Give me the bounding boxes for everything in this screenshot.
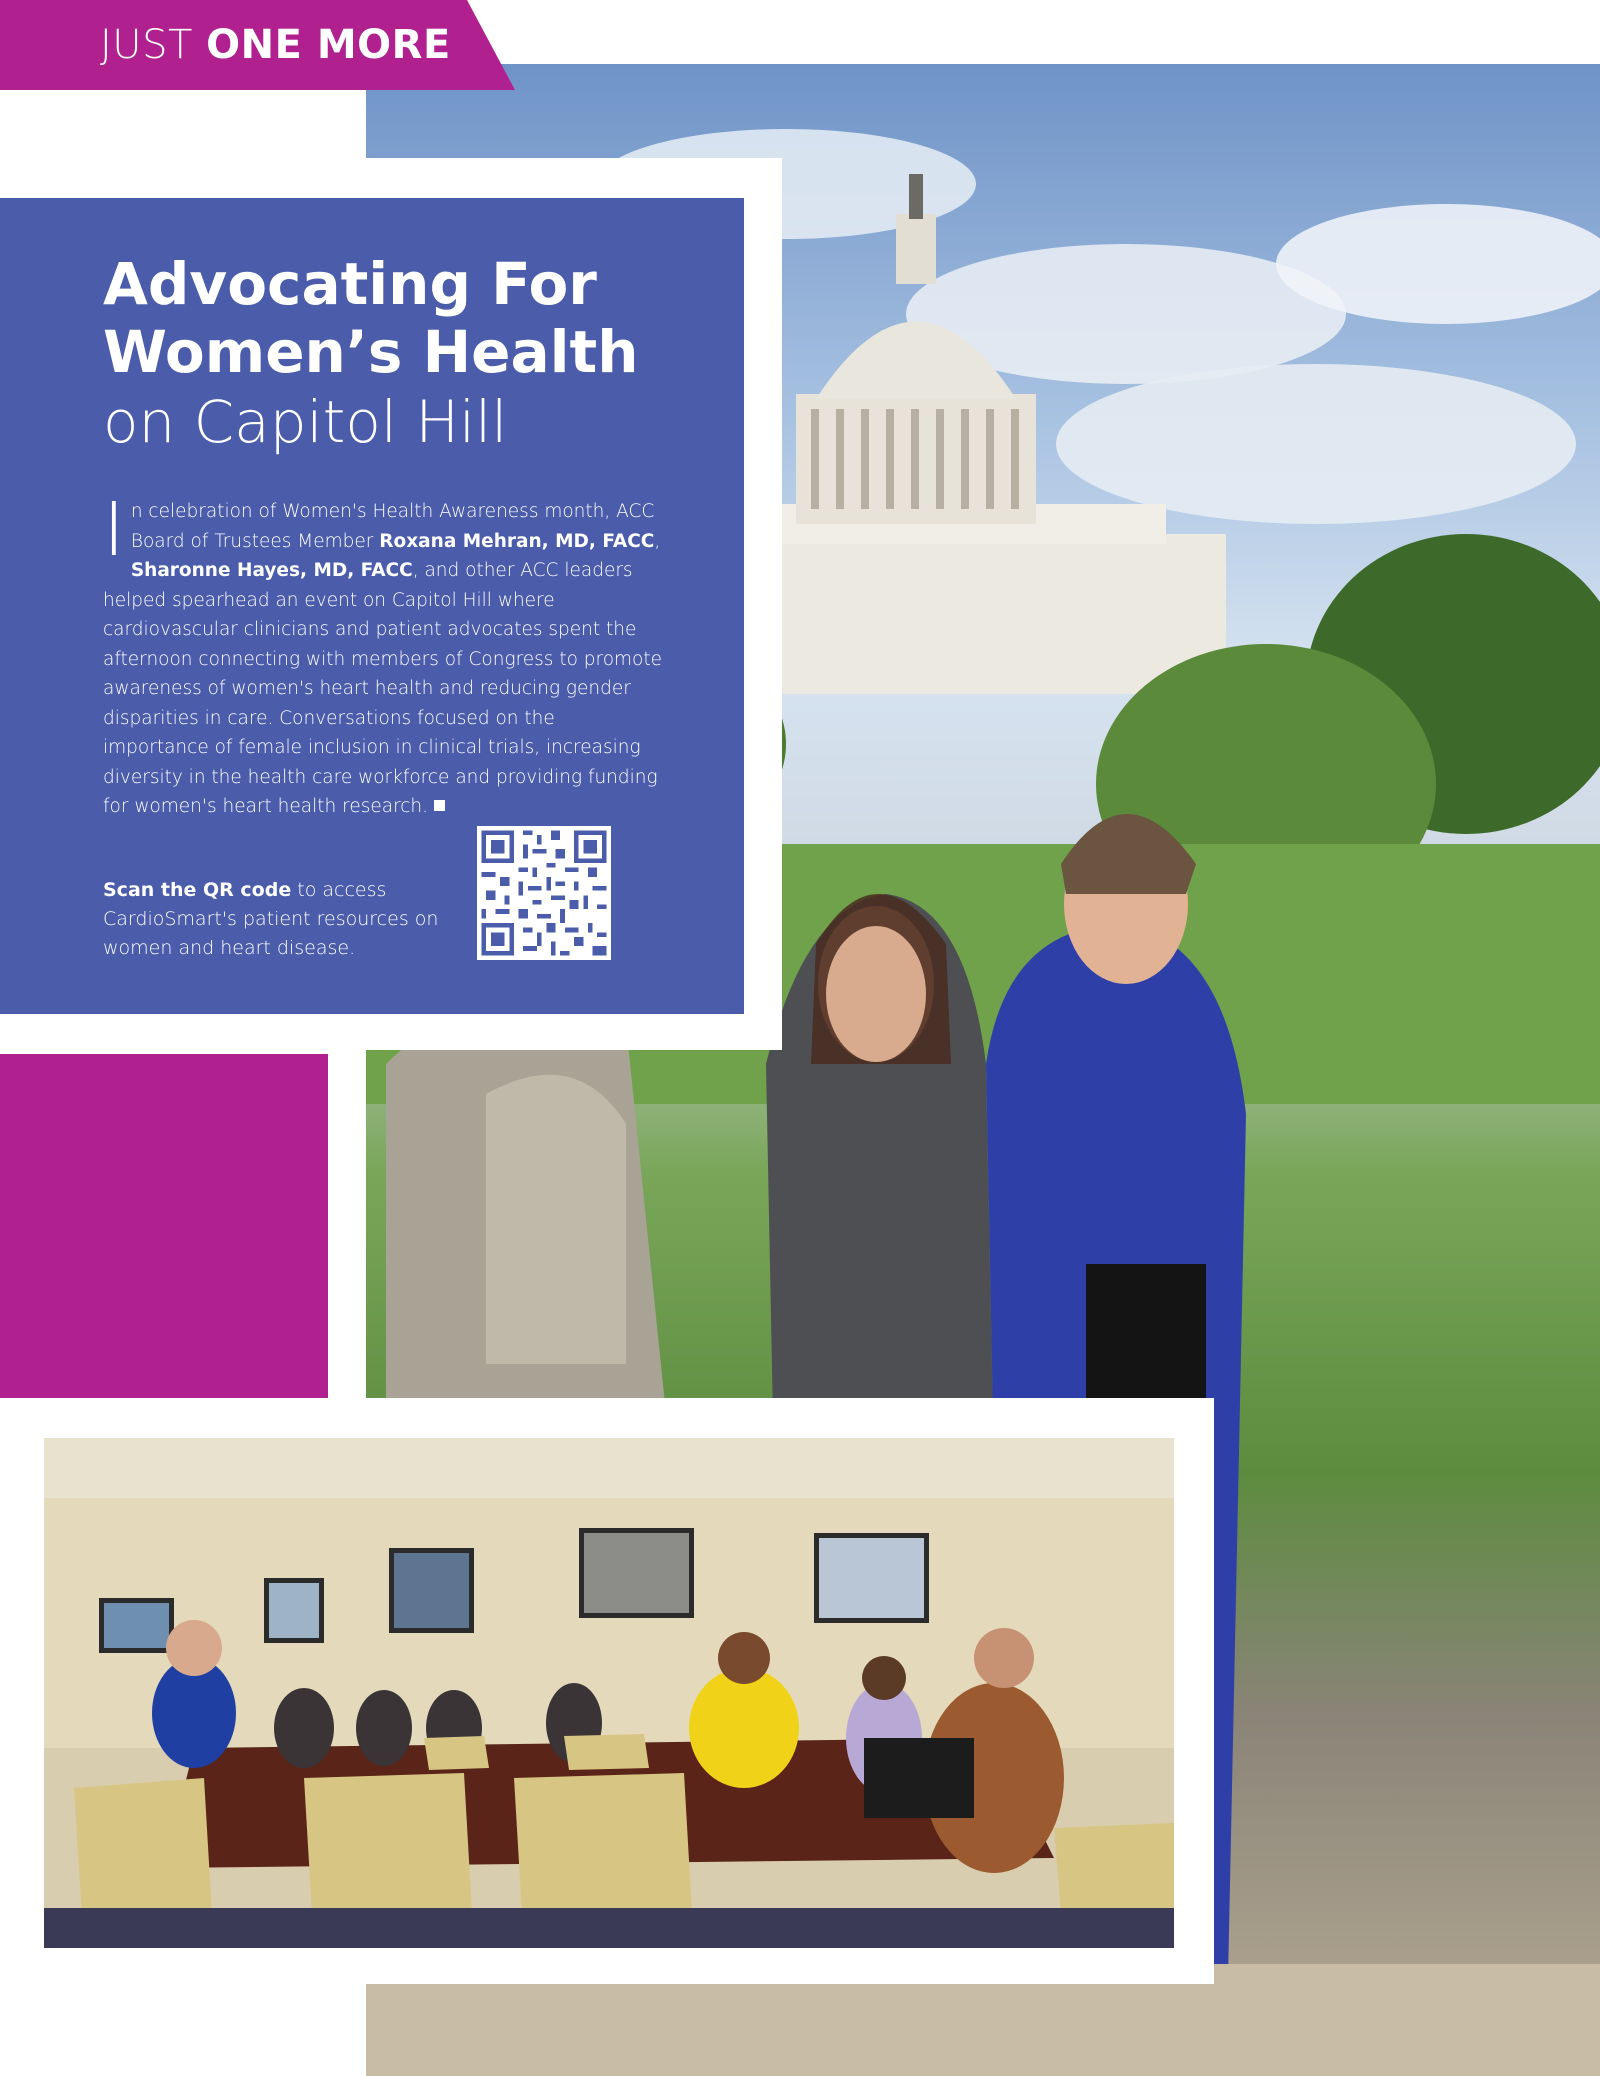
body-part-3: , and other ACC leaders helped spearhead an event on Capitol Hill where cardiovascular clinicians and patient advocates spent the afternoon connecting with members of Congress to promote awareness of women's heart health and reducing gender disparities in care. Conversations focused on the importance of female inclusion in clinical trials, increasing diversity in the health care workforce and providing funding for women's heart health research. [103,560,663,817]
section-label-light: JUST [100,22,193,68]
body-part-2: , [654,530,661,552]
qr-caption-rest: to access CardioSmart's patient resources on women and heart disease. [103,879,439,959]
section-label [100,22,451,68]
title-line-2: Women’s Health [103,318,639,386]
article-title [103,250,723,458]
meeting-photo [44,1438,1174,1948]
qr-caption [103,876,463,963]
square-end-mark-icon [434,800,445,811]
qr-caption-bold: Scan the QR code [103,879,292,901]
body-part-1: n celebration of Women's Health Awareness month, ACC Board of Trustees Member [130,501,655,552]
title-line-3: on Capitol Hill [103,388,508,456]
body-name-1: Roxana Mehran, MD, FACC [379,530,655,552]
body-name-2: Sharonne Hayes, MD, FACC [130,560,413,581]
dropcap: I [103,487,125,573]
article-body [103,487,663,822]
qr-code-icon[interactable] [477,826,611,960]
section-label-bold: ONE MORE [206,22,451,68]
decorative-magenta-block [0,1054,328,1398]
title-line-1: Advocating For [103,250,597,318]
